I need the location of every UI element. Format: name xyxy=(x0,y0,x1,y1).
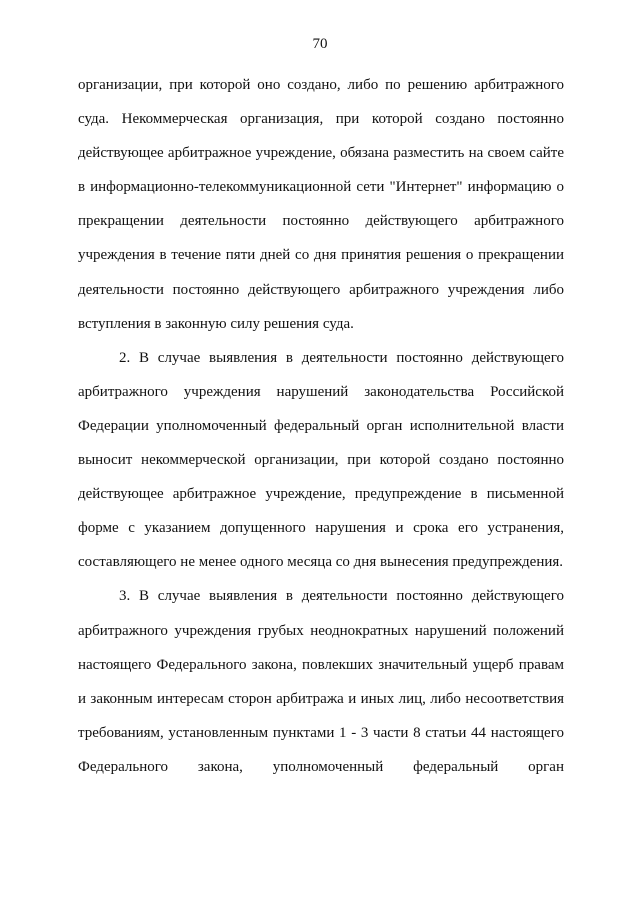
text-line: арбитражного учреждения грубых неоднократных нарушений положений xyxy=(78,622,564,639)
text-line: действующее арбитражное учреждение, предупреждение в письменной xyxy=(78,486,564,503)
text-line: 3. В случае выявления в деятельности постоянно действующего xyxy=(119,588,564,605)
text-line: деятельности постоянно действующего арбитражного учреждения либо xyxy=(78,281,564,298)
text-line: составляющего не менее одного месяца со дня вынесения предупреждения. xyxy=(78,554,564,571)
text-line: в информационно-телекоммуникационной сети "Интернет" информацию о xyxy=(78,179,564,196)
paragraph-1 xyxy=(78,68,564,341)
text-line: вступления в законную силу решения суда. xyxy=(78,315,354,332)
text-line: суда. Некоммерческая организация, при которой создано постоянно xyxy=(78,111,564,128)
document-body xyxy=(78,68,564,784)
text-line: Федерации уполномоченный федеральный орган исполнительной власти xyxy=(78,417,564,434)
text-line: и законным интересам сторон арбитража и иных лиц, либо несоответствия xyxy=(78,690,564,707)
text-line: действующее арбитражное учреждение, обязана разместить на своем сайте xyxy=(78,145,564,162)
text-line: требованиям, установленным пунктами 1 - 3 части 8 статьи 44 настоящего xyxy=(78,724,564,741)
text-line: учреждения в течение пяти дней со дня принятия решения о прекращении xyxy=(78,247,564,264)
text-line: организации, при которой оно создано, либо по решению арбитражного xyxy=(78,77,564,93)
text-line: арбитражного учреждения нарушений законодательства Российской xyxy=(78,383,564,400)
page-number: 70 xyxy=(312,36,328,52)
paragraph-2 xyxy=(78,341,564,580)
paragraph-3 xyxy=(78,579,564,784)
text-line: настоящего Федерального закона, повлекших значительный ущерб правам xyxy=(78,656,564,673)
text-line: прекращении деятельности постоянно действующего арбитражного xyxy=(78,213,564,230)
text-line: 2. В случае выявления в деятельности постоянно действующего xyxy=(119,349,564,366)
text-line: Федерального закона, уполномоченный федеральный орган xyxy=(78,758,564,775)
text-line: форме с указанием допущенного нарушения и срока его устранения, xyxy=(78,520,564,537)
text-line: выносит некоммерческой организации, при которой создано постоянно xyxy=(78,452,564,469)
